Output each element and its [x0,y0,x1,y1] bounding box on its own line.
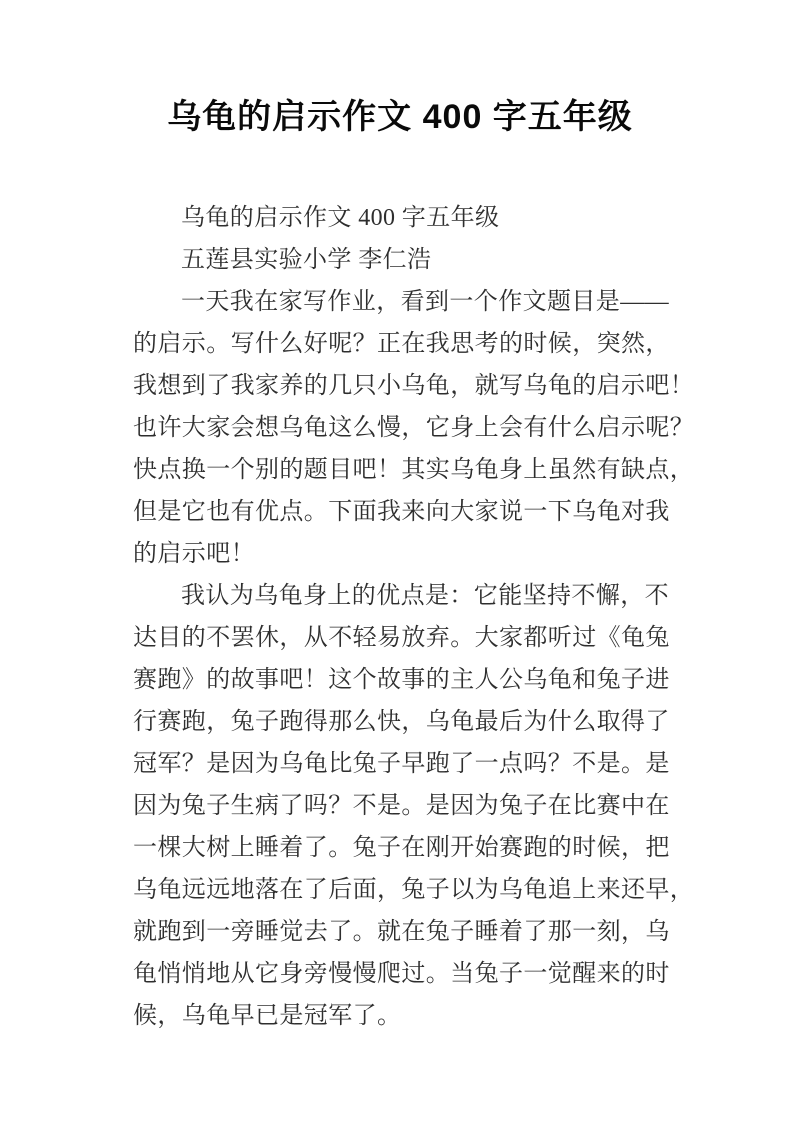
body-line: 因为兔子生病了吗？不是。是因为兔子在比赛中在 [133,793,670,819]
page-title: 乌龟的启示作文 400 字五年级 [167,98,633,136]
body-line: 我认为乌龟身上的优点是：它能坚持不懈，不 [181,583,669,609]
body-line: 一棵大树上睡着了。兔子在刚开始赛跑的时候，把 [133,835,670,861]
body-line: 龟悄悄地从它身旁慢慢爬过。当兔子一觉醒来的时 [133,961,670,987]
body-line: 也许大家会想乌龟这么慢，它身上会有什么启示呢？ [133,415,695,441]
body-line: 但是它也有优点。下面我来向大家说一下乌龟对我 [133,499,670,525]
body-line: 候，乌龟早已是冠军了。 [133,1003,402,1029]
body-line: 冠军？是因为乌龟比兔子早跑了一点吗？不是。是 [133,751,670,777]
body-line: 乌龟远远地落在了后面，兔子以为乌龟追上来还早， [133,877,695,903]
body-line: 我想到了我家养的几只小乌龟，就写乌龟的启示吧！ [133,373,695,399]
body-line: 的启示。写什么好呢？正在我思考的时候，突然， [133,331,670,357]
body-line: 行赛跑，兔子跑得那么快，乌龟最后为什么取得了 [133,709,670,735]
body-line: 一天我在家写作业，看到一个作文题目是—— [181,289,669,315]
body-line: 就跑到一旁睡觉去了。就在兔子睡着了那一刻，乌 [133,919,670,945]
body-line: 的启示吧！ [133,541,255,567]
document-body [133,197,699,1037]
body-line-school-author: 五莲县实验小学 李仁浩 [181,247,432,273]
body-line: 达目的不罢休，从不轻易放弃。大家都听过《龟兔 [133,625,670,651]
body-line: 赛跑》的故事吧！这个故事的主人公乌龟和兔子进 [133,667,670,693]
body-line-title-repeat: 乌龟的启示作文 400 字五年级 [181,205,500,231]
body-line: 快点换一个别的题目吧！其实乌龟身上虽然有缺点， [133,457,695,483]
